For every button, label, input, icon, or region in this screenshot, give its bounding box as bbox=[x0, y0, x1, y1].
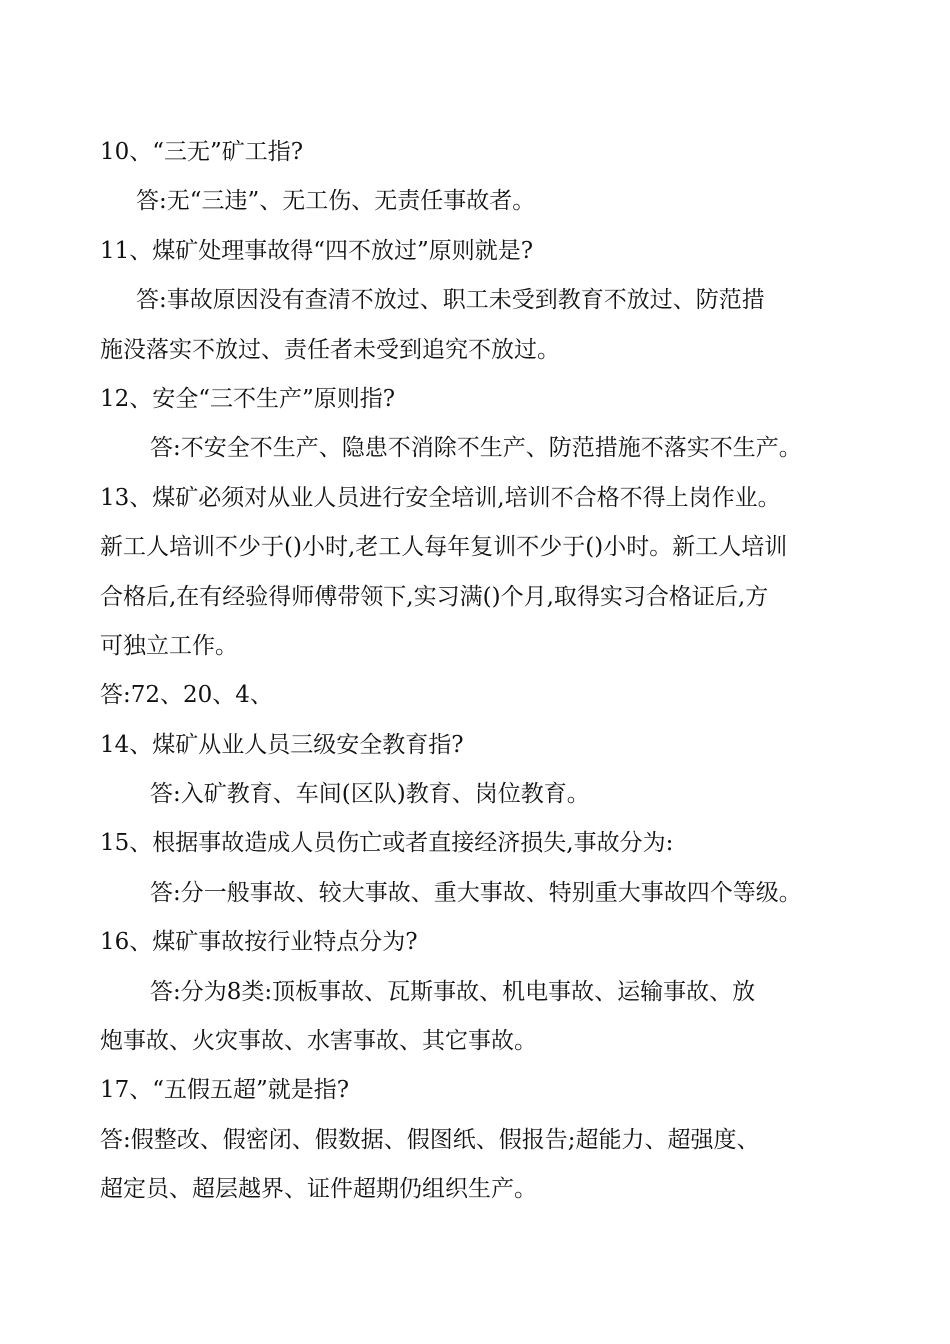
document-body bbox=[100, 128, 860, 1215]
answer-17-line-2: 超定员、超层越界、证件超期仍组织生产。 bbox=[100, 1176, 537, 1203]
answer-10: 答:无“三违”、无工伤、无责任事故者。 bbox=[136, 188, 536, 215]
answer-16-line-2: 炮事故、火灾事故、水害事故、其它事故。 bbox=[100, 1028, 537, 1055]
question-14: 14、煤矿从业人员三级安全教育指? bbox=[100, 731, 464, 758]
answer-12: 答:不安全不生产、隐患不消除不生产、防范措施不落实不生产。 bbox=[150, 435, 802, 462]
question-13-line-3: 合格后,在有经验得师傅带领下,实习满()个月,取得实习合格证后,方 bbox=[100, 583, 769, 610]
answer-13: 答:72、20、4、 bbox=[100, 682, 273, 709]
question-10: 10、“三无”矿工指? bbox=[100, 139, 304, 165]
answer-15: 答:分一般事故、较大事故、重大事故、特别重大事故四个等级。 bbox=[150, 879, 802, 906]
answer-11-line-1: 答:事故原因没有查清不放过、职工未受到教育不放过、防范措 bbox=[136, 287, 765, 314]
answer-11-line-2: 施没落实不放过、责任者未受到追究不放过。 bbox=[100, 336, 560, 363]
question-13-line-1: 13、煤矿必须对从业人员进行安全培训,培训不合格不得上岗作业。 bbox=[100, 484, 781, 511]
answer-17-line-1: 答:假整改、假密闭、假数据、假图纸、假报告;超能力、超强度、 bbox=[100, 1126, 760, 1153]
question-13-line-2: 新工人培训不少于()小时,老工人每年复训不少于()小时。新工人培训 bbox=[100, 534, 788, 561]
question-16: 16、煤矿事故按行业特点分为? bbox=[100, 929, 418, 956]
question-17: 17、“五假五超”就是指? bbox=[100, 1077, 350, 1104]
question-13-line-4: 可独立工作。 bbox=[100, 632, 238, 659]
answer-14: 答:入矿教育、车间(区队)教育、岗位教育。 bbox=[150, 781, 590, 808]
question-15: 15、根据事故造成人员伤亡或者直接经济损失,事故分为: bbox=[100, 830, 674, 857]
question-12: 12、安全“三不生产”原则指? bbox=[100, 385, 396, 412]
question-11: 11、煤矿处理事故得“四不放过”原则就是? bbox=[100, 237, 534, 264]
answer-16-line-1: 答:分为8类:顶板事故、瓦斯事故、机电事故、运输事故、放 bbox=[150, 978, 756, 1005]
